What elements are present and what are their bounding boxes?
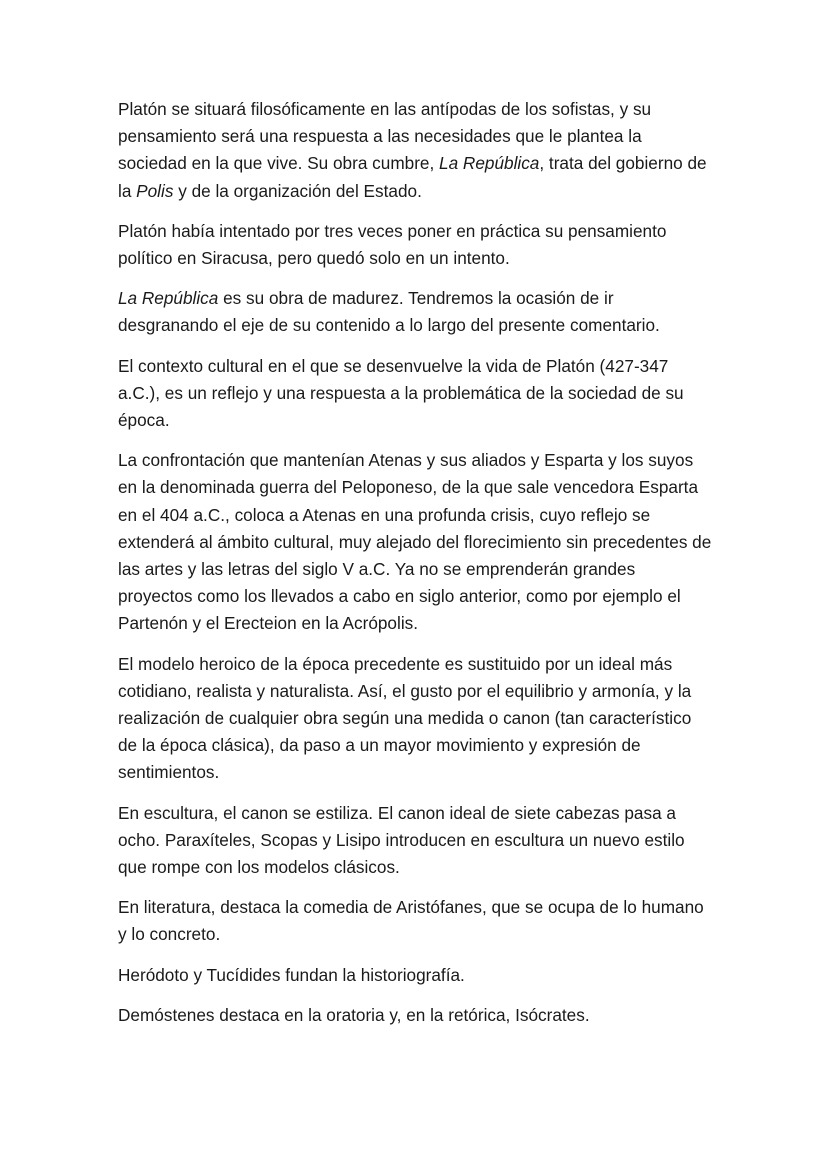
paragraph: [118, 651, 714, 787]
text-run: es su obra de madurez. Tendremos la ocasión de ir desgranando el eje de su contenido a lo largo del presente comentario.: [118, 288, 660, 336]
paragraph: [118, 218, 714, 272]
paragraph: [118, 285, 714, 339]
text-run: Demóstenes destaca en la oratoria y, en la retórica, Isócrates.: [118, 1004, 590, 1025]
italic-title: La República: [439, 153, 540, 174]
paragraph: [118, 1002, 714, 1029]
paragraph: [118, 96, 714, 205]
text-run: El modelo heroico de la época precedente es sustituido por un ideal más cotidiano, realista y naturalista. Así, el gusto por el equilibrio y armonía, y la realización de cualquier obra según una medida o canon (tan característico de la época clásica), da paso a un mayor movimiento y expresión de sentimientos.: [118, 653, 692, 783]
text-run: Platón había intentado por tres veces poner en práctica su pensamiento político en Siracusa, pero quedó solo en un intento.: [118, 220, 667, 269]
paragraph: [118, 962, 714, 989]
text-run: , trata del gobierno de la: [118, 153, 707, 201]
text-run: Heródoto y Tucídides fundan la historiografía.: [118, 964, 465, 985]
text-run: Platón se situará filosóficamente en las antípodas de los sofistas, y su pensamiento será una respuesta a las necesidades que le plantea la sociedad en la que vive. Su obra cumbre,: [118, 99, 652, 174]
paragraph: [118, 447, 714, 637]
paragraph: [118, 353, 714, 435]
text-run: La confrontación que mantenían Atenas y sus aliados y Esparta y los suyos en la denominada guerra del Peloponeso, de la que sale vencedora Esparta en el 404 a.C., coloca a Atenas en una profunda crisis, cuyo reflejo se extenderá al ámbito cultural, muy alejado del florecimiento sin precedentes de las artes y las letras del siglo V a.C. Ya no se emprenderán grandes proyectos como los llevados a cabo en siglo anterior, como por ejemplo el Partenón y el Erecteion en la Acrópolis.: [118, 450, 712, 634]
italic-title: La República: [118, 288, 219, 309]
italic-term: Polis: [136, 180, 174, 201]
text-run: El contexto cultural en el que se desenvuelve la vida de Platón (427-347 a.C.), es un reflejo y una respuesta a la problemática de la sociedad de su época.: [118, 355, 684, 431]
paragraph: [118, 800, 714, 882]
text-run: En escultura, el canon se estiliza. El canon ideal de siete cabezas pasa a ocho. Paraxíteles, Scopas y Lisipo introducen en escultura un nuevo estilo que rompe con los modelos clásicos.: [118, 802, 685, 878]
text-run: y de la organización del Estado.: [173, 180, 422, 201]
document-body: [118, 96, 714, 1042]
paragraph: [118, 894, 714, 948]
text-run: En literatura, destaca la comedia de Aristófanes, que se ocupa de lo humano y lo concreto.: [118, 897, 704, 945]
